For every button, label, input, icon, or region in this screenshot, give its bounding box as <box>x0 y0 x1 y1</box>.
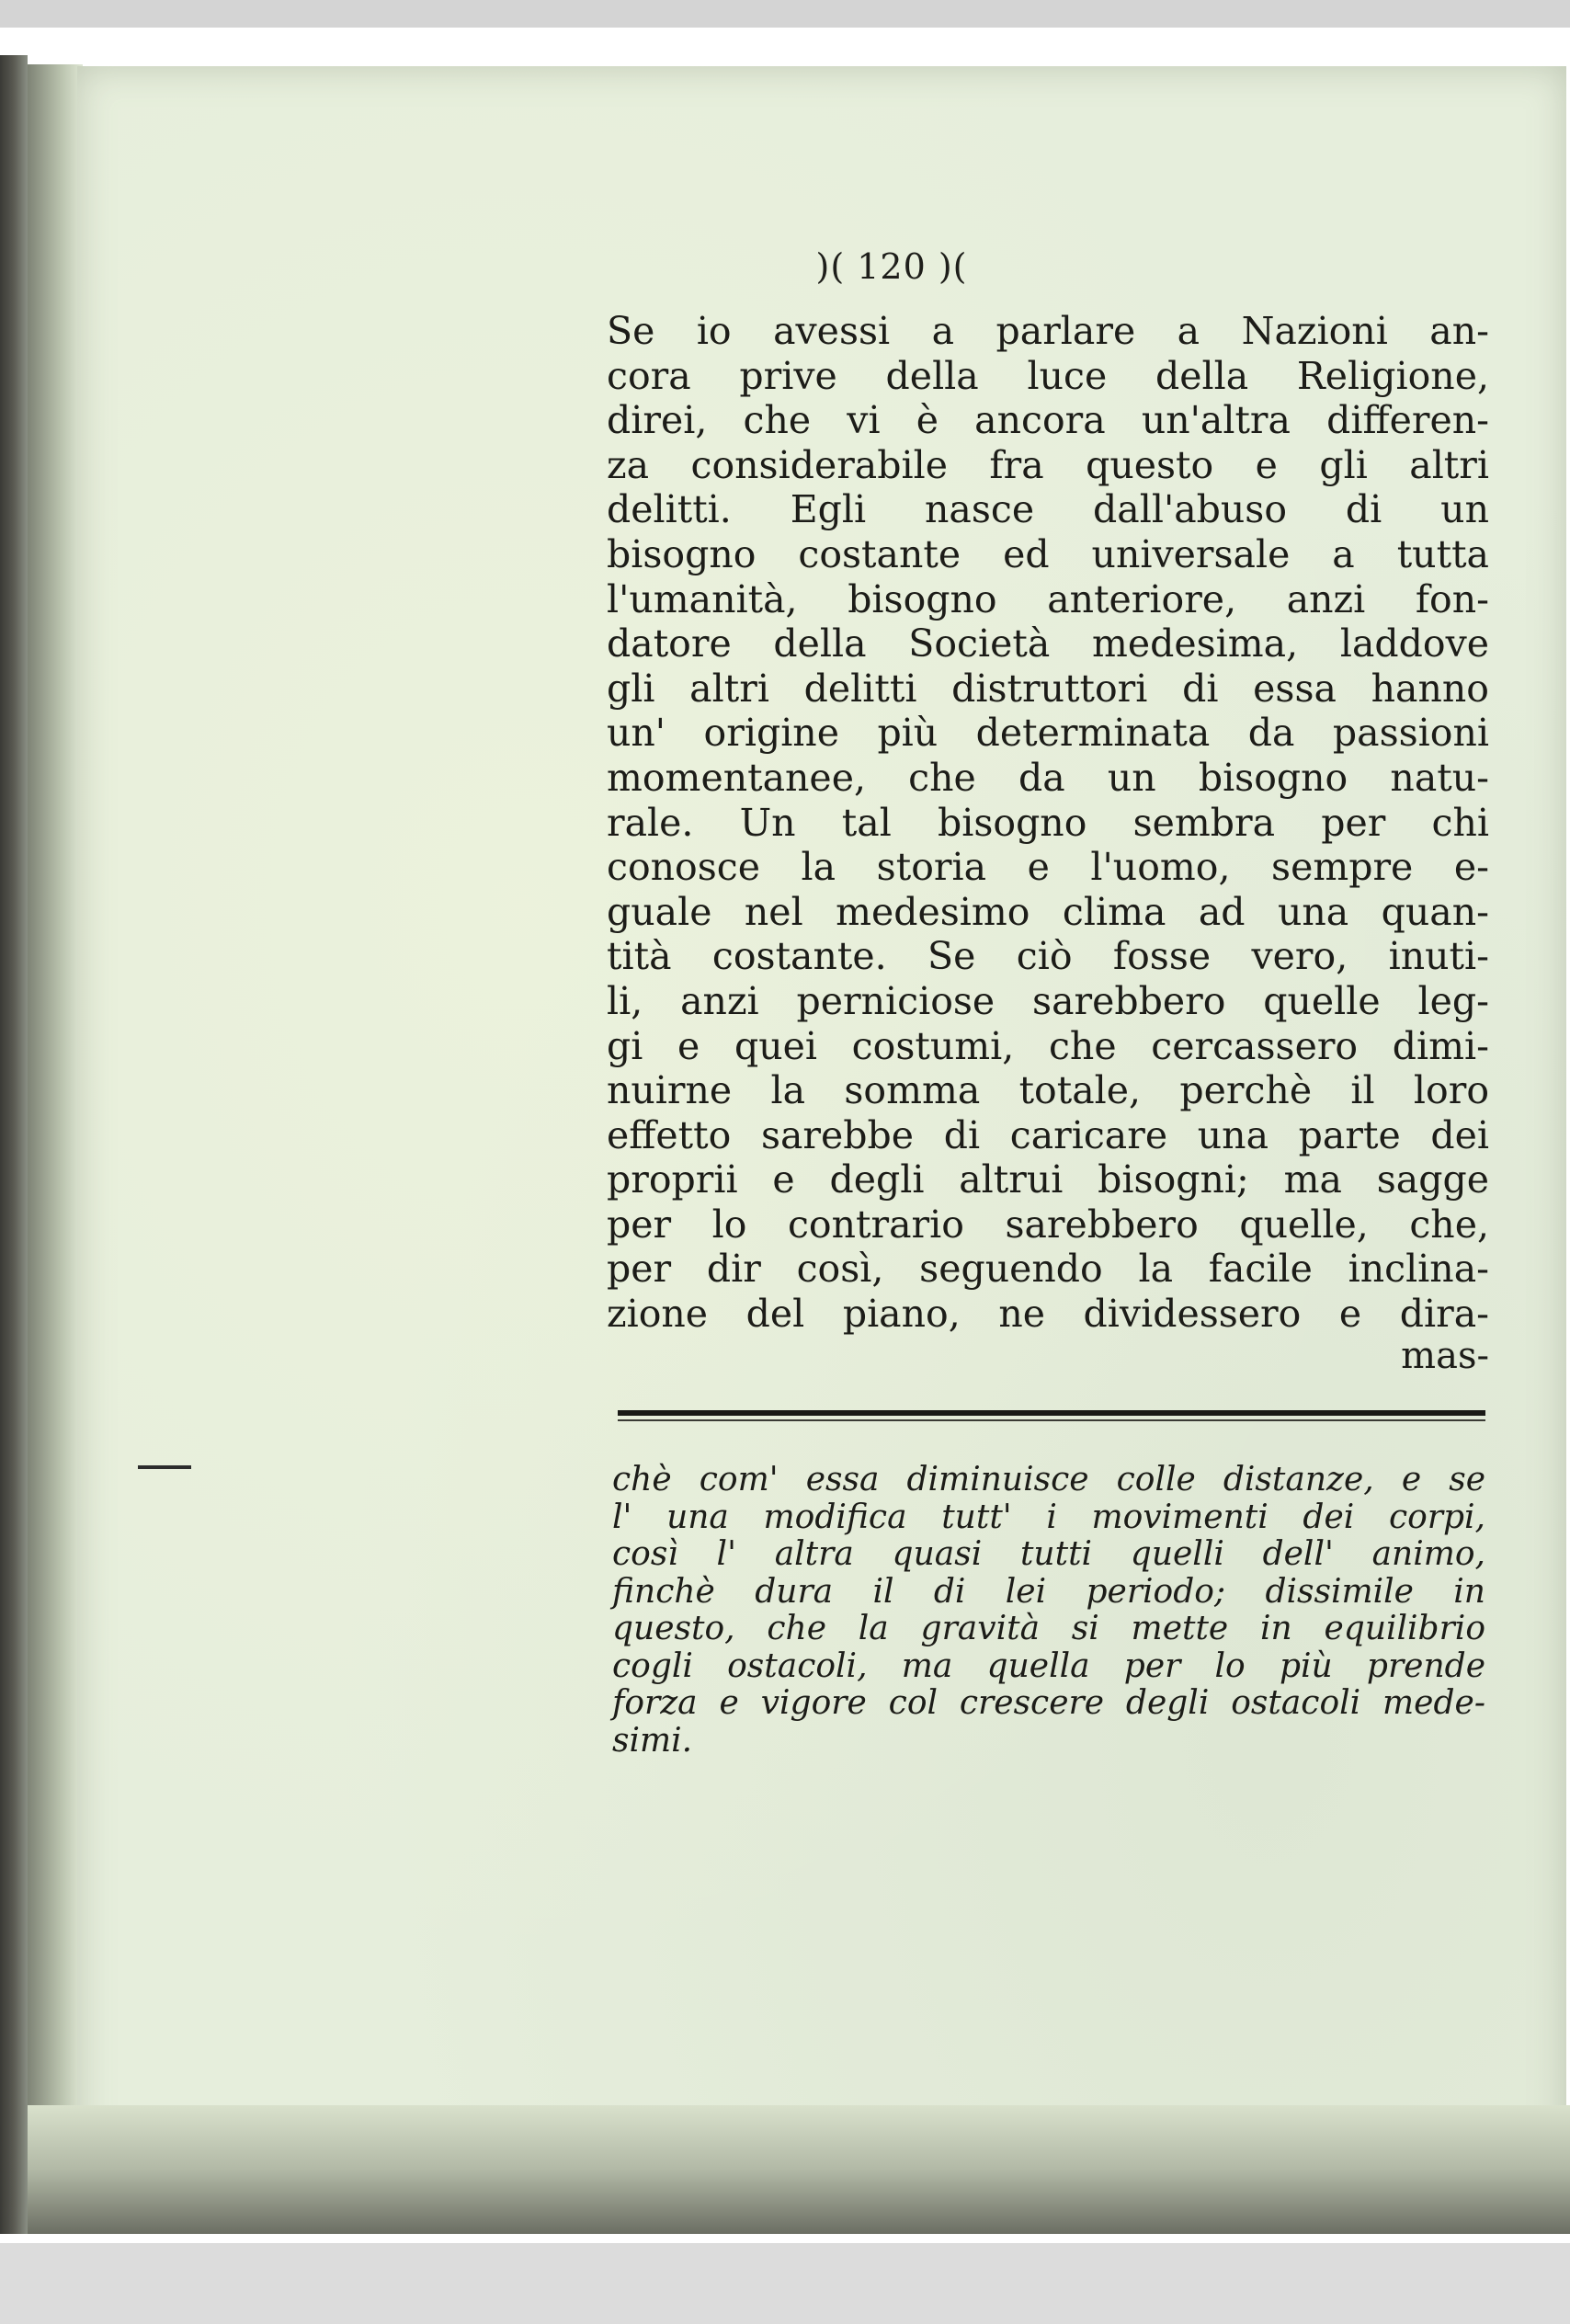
margin-pencil-mark <box>138 1465 191 1469</box>
body-line: tità costante. Se ciò fosse vero, inuti- <box>607 934 1489 979</box>
body-line: conosce la storia e l'uomo, sempre e- <box>607 845 1489 890</box>
footnote-line: forza e vigore col crescere degli ostacoli mede- <box>612 1684 1485 1722</box>
body-line: rale. Un tal bisogno sembra per chi <box>607 800 1489 845</box>
body-line: gli altri delitti distruttori di essa hanno <box>607 666 1489 711</box>
page-edge-left <box>28 64 83 2179</box>
body-line: un' origine più determinata da passioni <box>607 711 1489 756</box>
footnote-rule <box>618 1410 1485 1416</box>
page-edge-bottom <box>28 2105 1570 2234</box>
body-line: za considerabile fra questo e gli altri <box>607 442 1489 487</box>
body-line: per dir così, seguendo la facile inclina- <box>607 1247 1489 1292</box>
footnote-line: chè com' essa diminuisce colle distanze, e se <box>612 1461 1485 1498</box>
body-line: gi e quei costumi, che cercassero dimi- <box>607 1023 1489 1068</box>
body-line: datore della Società medesima, laddove <box>607 621 1489 666</box>
body-line: proprii e degli altrui bisogni; ma sagge <box>607 1157 1489 1202</box>
body-text <box>607 309 1489 1337</box>
body-line: per lo contrario sarebbero quelle, che, <box>607 1202 1489 1247</box>
body-line: Se io avessi a parlare a Nazioni an- <box>607 309 1489 353</box>
body-line: zione del piano, ne dividessero e dira- <box>607 1292 1489 1337</box>
footnote-line: cogli ostacoli, ma quella per lo più prende <box>612 1646 1485 1685</box>
scan-border-bottom <box>0 2243 1570 2324</box>
body-line: bisogno costante ed universale a tutta <box>607 531 1489 576</box>
scan-dark-edge <box>0 55 28 2234</box>
body-line: cora prive della luce della Religione, <box>607 353 1489 398</box>
body-line: li, anzi perniciose sarebbero quelle leg- <box>607 978 1489 1023</box>
footnote <box>612 1462 1485 1760</box>
body-line: guale nel medesimo clima ad una quan- <box>607 889 1489 934</box>
page-header: )( 120 )( <box>815 246 968 287</box>
body-line: l'umanità, bisogno anteriore, anzi fon- <box>607 576 1489 621</box>
body-line: delitti. Egli nasce dall'abuso di un <box>607 487 1489 532</box>
catchword: mas- <box>1401 1335 1489 1377</box>
body-line: direi, che vi è ancora un'altra differen- <box>607 398 1489 443</box>
body-line: momentanee, che da un bisogno natu- <box>607 755 1489 800</box>
footnote-line: finchè dura il di lei periodo; dissimile in <box>612 1572 1485 1611</box>
footnote-line: l' una modifica tutt' i movimenti dei corpi, <box>612 1498 1485 1536</box>
footnote-line: simi. <box>612 1721 693 1760</box>
footnote-line: così l' altra quasi tutti quelli dell' animo, <box>612 1535 1485 1573</box>
scan-border-top <box>0 0 1570 28</box>
body-line: effetto sarebbe di caricare una parte dei <box>607 1112 1489 1157</box>
footnote-line: questo, che la gravità si mette in equilibrio <box>612 1610 1485 1647</box>
footnote-rule-thin <box>618 1419 1485 1421</box>
body-line: nuirne la somma totale, perchè il loro <box>607 1068 1489 1113</box>
